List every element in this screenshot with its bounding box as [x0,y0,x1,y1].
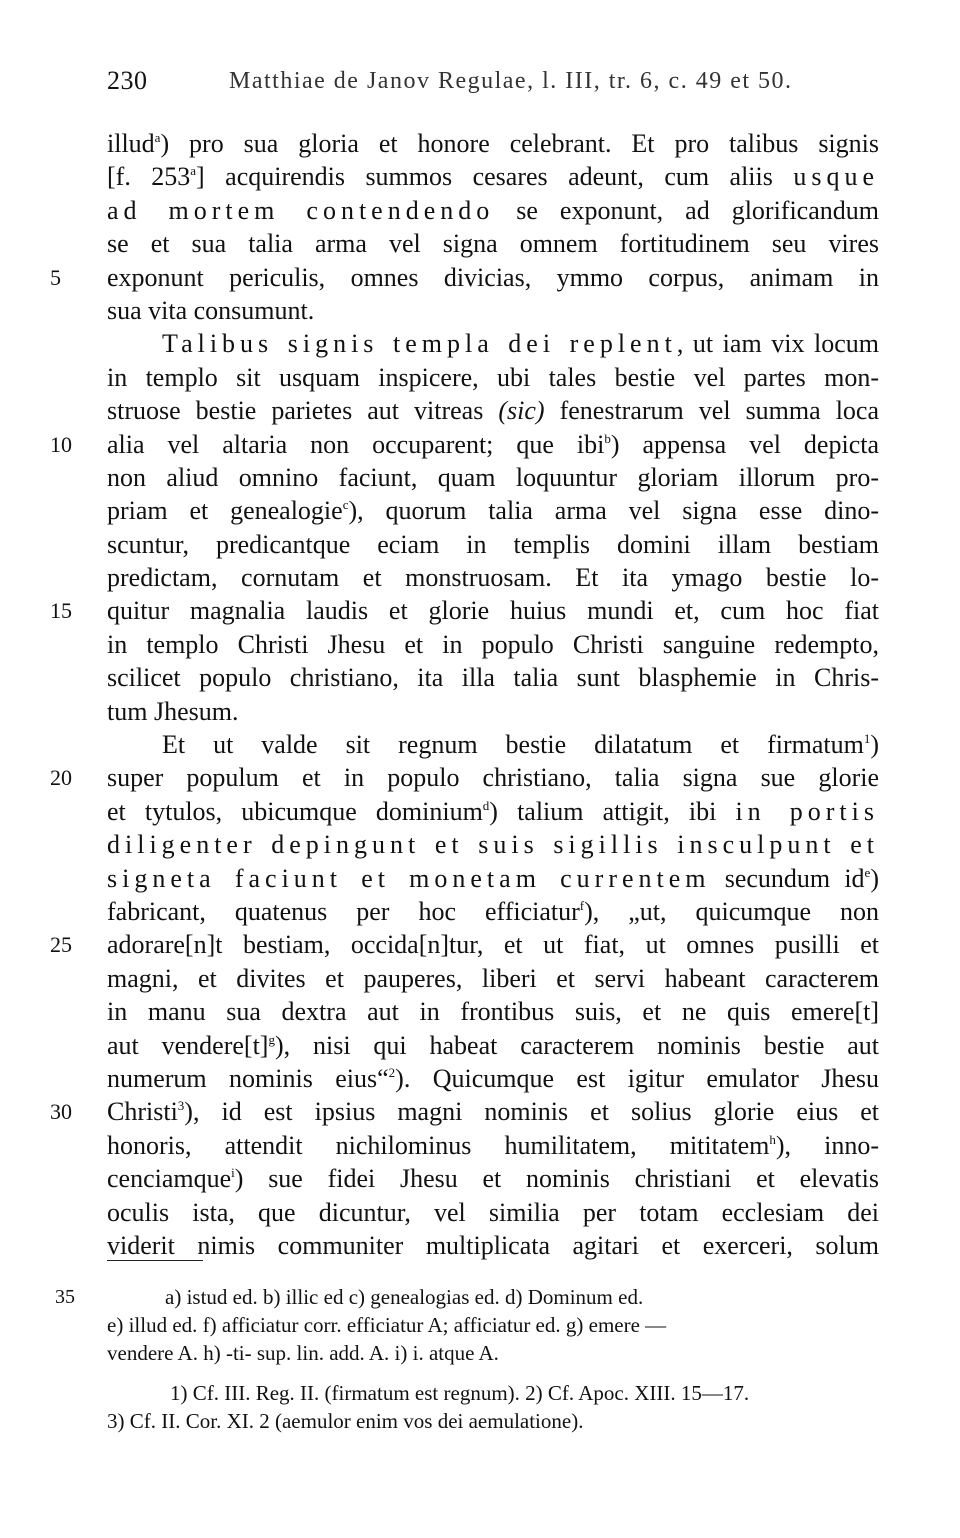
line-text: aut $vendere[t]^g$), nisi qui habeat caracterem nominis bestie aut [107,1030,879,1060]
running-header [107,66,879,106]
text-line [0,1196,960,1229]
line-text: in templo Christi Jhesu et in populo Christi sanguine redempto, [107,629,879,659]
footnote-text: a) istud ed. b) illic ed c) genealogias ed. d) Dominum ed. [165,1285,644,1309]
text-line [0,928,960,961]
line-text: exponunt periculis, omnes divicias, ymmo corpus, animam in [107,262,879,292]
line-text: predictam, cornutam et monstruosam. Et ita ymago bestie lo- [107,563,879,593]
line-text: priam et genealogie$^c$), quorum talia arma vel signa esse dino- [107,496,879,526]
text-line [0,1062,960,1095]
text-line [0,895,960,928]
line-text: illud$^a$) pro sua gloria et honore celebrant. Et pro talibus signis [107,129,879,158]
text-line [0,728,960,761]
line-text: cenciamque$^i$) sue fidei Jhesu et nominis christiani et elevatis [107,1164,879,1194]
line-text: non aliud omnino faciunt, quam loquuntur gloriam illorum pro- [107,462,879,492]
line-text: oculis ista, que dicuntur, vel similia per totam ecclesiam dei [107,1197,879,1227]
running-title: Matthiae de Janov Regulae, l. III, tr. 6, c. 49 et 50. [229,68,793,94]
text-line [0,761,960,794]
text-line [0,795,960,828]
line-text: fabricant, quatenus per hoc efficiatur$^f$), „ut, quicumque non [107,896,879,926]
footnote-text: e) illud ed. f) afficiatur corr. efficiatur A; afficiatur ed. g) emere — [107,1313,667,1337]
text-line [0,1129,960,1162]
page-number: 230 [107,66,148,95]
footnote-rule [107,1260,203,1261]
text-line [0,494,960,527]
line-text: struose bestie parietes aut vitreas (sic) fenestrarum vel summa loca [107,396,879,426]
line-text: ad mortem contendendo se exponunt, ad glorificandum [107,195,879,225]
line-text: sua vita consumunt. [107,295,315,325]
line-text: se et sua talia arma vel signa omnem fortitudinem seu vires [107,229,879,259]
line-text: Et ut valde sit regnum bestie dilatatum et firmatum$^1$) [162,730,879,760]
text-line [0,261,960,294]
line-text: diligenter depingunt et suis sigillis insculpunt et [107,830,879,860]
line-text: scuntur, predicantque eciam in templis domini illam bestiam [107,529,879,559]
line-text: honoris, attendit nichilominus humilitatem, mititatem$^h$), inno- [107,1130,879,1160]
line-text: [f. 253$^a$] acquirendis summos cesares adeunt, cum aliis usque [107,162,879,192]
line-number: 10 [50,431,72,457]
text-line [0,1029,960,1062]
line-text: viderit nimis communiter multiplicata agitari et exerceri, solum [107,1230,879,1260]
text-line [0,160,960,193]
line-text: alia vel altaria non occuparent; que ibi$^b$) appensa vel depicta [107,429,879,459]
text-line [0,828,960,861]
line-text: adorare[n]t bestiam, occida[n]tur, et ut fiat, ut omnes pusilli et [107,930,879,960]
line-text: Talibus signis templa dei replent, ut iam vix locum [162,329,880,359]
source-note-text: 3) Cf. II. Cor. XI. 2 (aemulor enim vos dei aemulatione). [107,1409,584,1433]
text-line [0,628,960,661]
text-line [0,361,960,394]
line-text: super populum et in populo christiano, talia signa sue glorie [107,763,879,793]
text-line [0,227,960,260]
text-line [0,194,960,227]
text-line [0,962,960,995]
text-line [0,394,960,427]
text-line [0,461,960,494]
line-text: Christi$^3$), id est ipsius magni nominis et solius glorie eius et [107,1097,879,1127]
line-text: magni, et divites et pauperes, liberi et servi habeant caracterem [107,963,879,993]
text-line [0,594,960,627]
line-text: numerum nominis eius“$^2$). Quicumque est igitur emulator Jhesu [107,1063,880,1093]
line-number: 20 [50,765,72,791]
text-line [0,327,960,360]
text-line [0,995,960,1028]
main-text [0,127,960,1262]
line-number: 15 [50,598,72,624]
text-line [0,294,960,327]
line-text: scilicet populo christiano, ita illa talia sunt blasphemie in Chris- [107,663,879,693]
text-line [0,127,960,160]
text-line [0,862,960,895]
line-text: in templo sit usquam inspicere, ubi tales bestie vel partes mon- [107,362,879,392]
line-text: et tytulos, ubicumque dominium$^d$) talium attigit, ibi in portis [107,796,879,826]
text-line [0,528,960,561]
line-text: in manu sua dextra aut in frontibus suis, et ne quis emere[t] [107,997,879,1027]
line-number: 25 [50,932,72,958]
footnote-text: vendere A. h) -ti- sup. lin. add. A. i) i. atque A. [107,1341,499,1365]
text-line [0,661,960,694]
line-number: 35 [55,1286,75,1308]
text-line [0,1162,960,1195]
text-line [0,428,960,461]
text-line [0,561,960,594]
line-number: 5 [50,264,61,290]
source-note-text: 1) Cf. III. Reg. II. (firmatum est regnum). 2) Cf. Apoc. XIII. 15—17. [170,1381,750,1405]
text-line [0,1095,960,1128]
line-text: tum Jhesum. [107,696,239,726]
line-text: signeta faciunt et monetam currentem secundum $id^e$) [107,863,879,893]
text-line [0,1229,960,1262]
line-number: 30 [50,1099,72,1125]
line-text: quitur magnalia laudis et glorie huius mundi et, cum hoc fiat [107,596,879,626]
text-line [0,695,960,728]
